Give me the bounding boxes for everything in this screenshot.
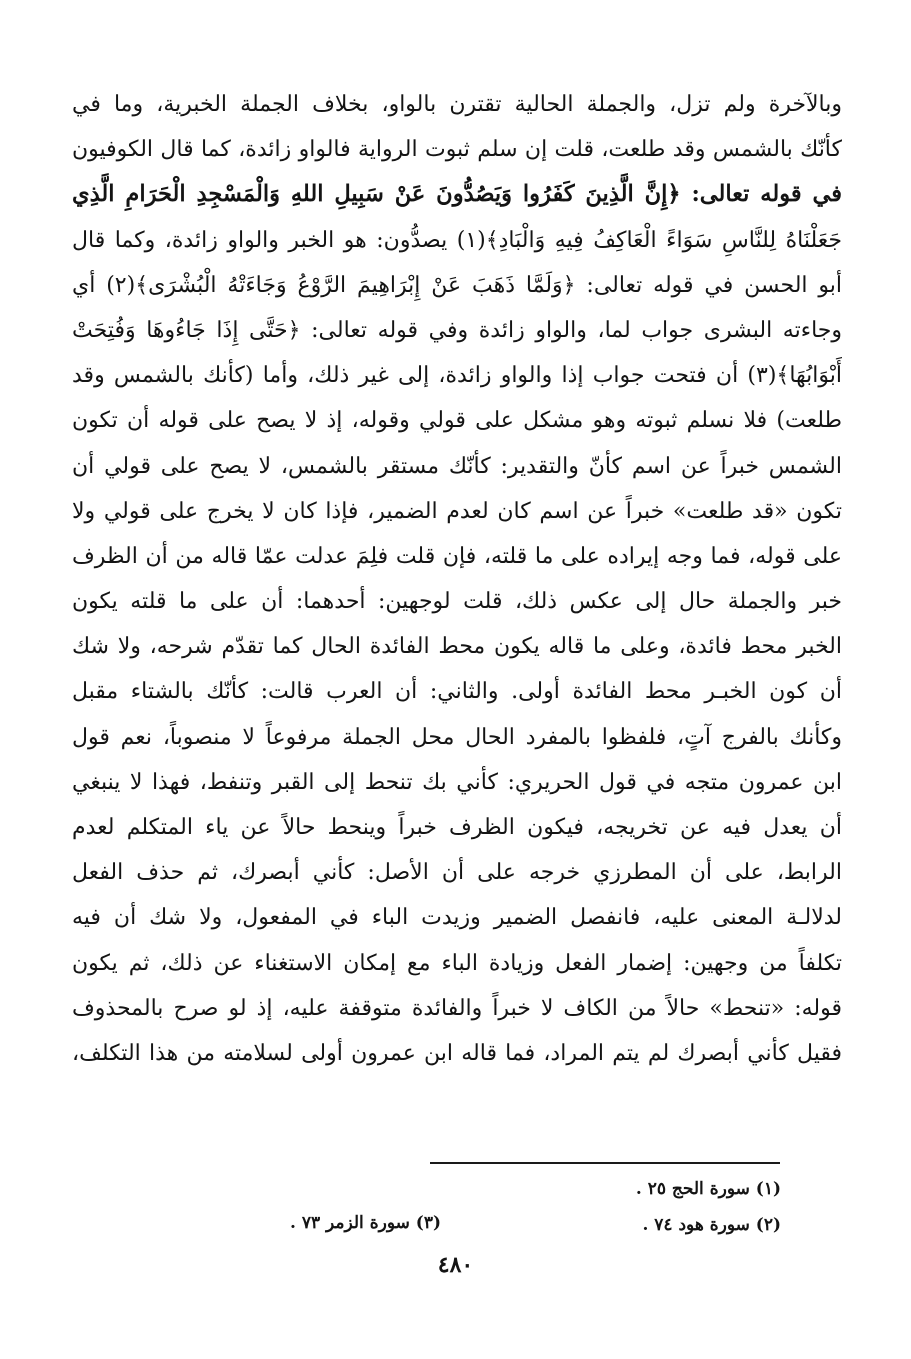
text-line: وبالآخرة ولم تزل، والجملة الحالية تقترن بالواو، بخلاف الجملة الخبرية، وما في [72,92,842,117]
text-line: الخبر محط فائدة، وعلى ما قاله يكون محط الفائدة الحال كما تقدّم شرحه، ولا شك [72,634,842,660]
text-line: الرابط، على أن المطرزي خرجه على أن الأصل: كأني أبصرك، ثم حذف الفعل [72,860,842,886]
text-line: جَعَلْنَاهُ لِلنَّاسِ سَوَاءً الْعَاكِفُ فِيهِ وَالْبَادِ﴾(١) يصدُّون: هو الخبر والواو زائدة، وكما قال [72,227,842,253]
text-line: طلعت) فلا نسلم ثبوته وهو مشكل على قولي وقوله، إذ لا يصح على قوله أن تكون [72,408,842,434]
text-line: خبر والجملة حال إلى عكس ذلك، قلت لوجهين: أحدهما: أن على ما قلته يكون [72,589,842,615]
text-line: الشمس خبراً عن اسم كأنّ والتقدير: كأنّك مستقر بالشمس، لا يصح على قولي أن [72,453,842,479]
text-line: وجاءته البشرى جواب لما، والواو زائدة وفي قوله تعالى: ﴿حَتَّى إِذَا جَاءُوهَا وَفُتِحَتْ [72,317,842,343]
text-line: على قوله، فما وجه إيراده على ما قلته، فإن قلت فلِمَ عدلت عمّا قاله من أن الظرف [72,543,842,569]
text-line: قوله: «تنحط» حالاً من الكاف لا خبراً والفائدة متوقفة عليه، إذ لو صرح بالمحذوف [72,995,842,1021]
page-number: ٤٨٠ [437,1252,474,1278]
text-line: وكأنك بالفرج آتٍ، فلفظوا بالمفرد الحال محل الجملة مرفوعاً لا منصوباً، نعم قول [72,724,842,750]
text-line: تكون «قد طلعت» خبراً عن اسم كان لعدم الضمير، فإذا كان لا يخرج على قولي ولا [72,498,842,524]
main-text [72,82,842,1076]
text-line: كأنّك بالشمس وقد طلعت، قلت إن سلم ثبوت الرواية فالواو زائدة، كما قال الكوفيون [72,137,842,163]
text-line: أبو الحسن في قوله تعالى: ﴿وَلَمَّا ذَهَبَ عَنْ إِبْرَاهِيمَ الرَّوْعُ وَجَاءَتْهُ الْبُشْرَى﴾(٢) أي [72,272,842,298]
text-line: فقيل كأني أبصرك لم يتم المراد، فما قاله ابن عمرون أولى لسلامته من هذا التكلف، [72,1040,842,1066]
footnote-divider [430,1162,780,1164]
footnote-3: (٣) سورة الزمر ٧٣ . [289,1213,441,1233]
footnote-2: (٢) سورة هود ٧٤ . [642,1215,781,1235]
text-line: ابن عمرون متجه في قول الحريري: كأني بك تنحط إلى القبر وتنفط، فهذا لا ينبغي [72,769,842,795]
text-line: في قوله تعالى: ﴿إِنَّ الَّذِينَ كَفَرُوا وَيَصُدُّونَ عَنْ سَبِيلِ اللهِ وَالْمَسْجِدِ الْحَرَامِ الَّذِي [72,181,842,208]
text-line: أن كون الخبـر محط الفائدة أولى. والثاني: أن العرب قالت: كأنّك بالشتاء مقبل [72,679,842,705]
text-line: تكلفاً من وجهين: إضمار الفعل وزيادة الباء مع إمكان الاستغناء عن ذلك، ثم يكون [72,950,842,976]
text-line: أن يعدل فيه عن تخريجه، فيكون الظرف خبراً وينحط حالاً عن ياء المتكلم لعدم [72,815,842,840]
footnote-1: (١) سورة الحج ٢٥ . [635,1179,781,1199]
text-line: لدلالـة المعنى عليه، فانفصل الضمير وزيدت الباء في المفعول، ولا شك أن فيه [72,905,842,931]
text-line: أَبْوَابُهَا﴾(٣) أن فتحت جواب إذا والواو زائدة، إلى غير ذلك، وأما (كأنك بالشمس وقد [72,363,842,389]
